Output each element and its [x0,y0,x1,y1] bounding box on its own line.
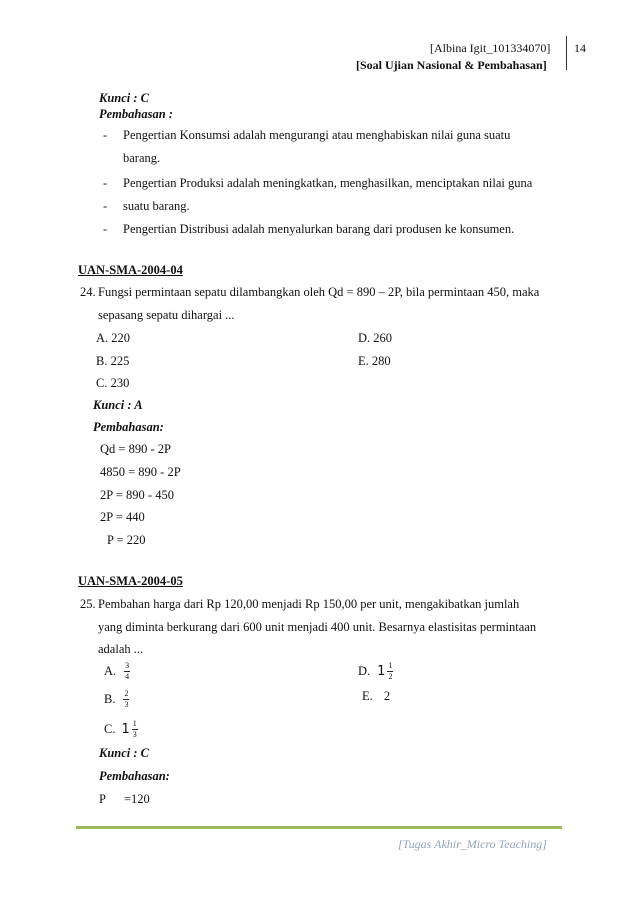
q25-step-p-value: =120 [124,792,150,806]
bullet-suatu-barang: suatu barang. [123,199,190,213]
fraction-denominator: 4 [125,672,130,681]
bullet-konsumsi-text: Pengertian Konsumsi adalah mengurangi atau menghabiskan nilai guna suatu [123,128,511,142]
q25-text-line3: adalah ... [98,642,144,656]
fraction [387,661,393,682]
q24-option-e: E. 280 [358,354,391,368]
header-divider [566,36,567,70]
q25-option-c [104,719,138,740]
bullet-konsumsi-cont: barang. [123,151,161,165]
q25-option-b [104,689,129,710]
bullet-konsumsi [123,128,561,143]
fraction [123,689,129,710]
mixed-whole: 1 [377,664,386,679]
footer-divider [76,826,562,829]
fraction-denominator: 3 [124,700,129,709]
q25-pembahasan-label: Pembahasan: [99,769,170,783]
q24-option-b: B. 225 [96,354,130,368]
header-author: [Albina Igit_101334070] [430,41,551,55]
fraction-denominator: 3 [132,730,137,739]
fraction [132,719,138,740]
page-number: 14 [574,41,586,55]
bullet-dash: - [103,199,108,213]
q24-text-line2: sepasang sepatu dihargai ... [98,308,235,322]
q25-step-p-label: P [99,792,106,806]
q24-text-line1: Fungsi permintaan sepatu dilambangkan oleh Qd = 890 – 2P, bila permintaan 450, maka [98,285,540,299]
q24-option-d: D. 260 [358,331,393,345]
q24-option-a: A. 220 [96,331,131,345]
bullet-dash: - [103,128,108,142]
option-label: A. [104,664,117,678]
header-title: [Soal Ujian Nasional & Pembahasan] [356,58,547,72]
section-title-2004-04: UAN-SMA-2004-04 [78,263,183,277]
fraction-numerator: 1 [132,719,137,728]
bullet-dash: - [103,222,108,236]
q24-pembahasan-label: Pembahasan: [93,420,164,434]
q25-option-e [362,689,390,704]
option-label: B. [104,692,116,706]
fraction-denominator: 2 [388,672,393,681]
q25-text-line2: yang diminta berkurang dari 600 unit menjadi 400 unit. Besarnya elastisitas permintaan [98,620,537,634]
bullet-produksi: Pengertian Produksi adalah meningkatkan, menghasilkan, menciptakan nilai guna [123,176,533,190]
fraction-numerator: 1 [388,661,393,670]
q24-step: Qd = 890 - 2P [100,442,171,456]
option-label: D. [358,664,371,678]
fraction-numerator: 3 [125,661,130,670]
option-label: E. [362,689,373,703]
q25-option-a [104,661,130,682]
mixed-whole: 1 [121,722,130,737]
fraction [124,661,130,682]
footer-text: [Tugas Akhir_Micro Teaching] [398,837,547,851]
option-value: 2 [383,689,391,703]
q24-step: 2P = 890 - 450 [100,488,174,502]
q24-step: P = 220 [107,533,146,547]
q24-number: 24. [80,285,96,299]
bullet-distribusi: Pengertian Distribusi adalah menyalurkan barang dari produsen ke konsumen. [123,222,515,236]
section-title-2004-05: UAN-SMA-2004-05 [78,574,183,588]
q24-kunci: Kunci : A [93,398,143,412]
q23-kunci: Kunci : C [99,91,150,105]
fraction-numerator: 2 [124,689,129,698]
bullet-dash: - [103,176,108,190]
option-label: C. [104,722,116,736]
q25-number: 25. [80,597,96,611]
q25-text-line1: Pembahan harga dari Rp 120,00 menjadi Rp 150,00 per unit, mengakibatkan jumlah [98,597,520,611]
q23-pembahasan-label: Pembahasan : [99,107,173,121]
q24-option-c: C. 230 [96,376,130,390]
q24-step: 2P = 440 [100,510,145,524]
q25-kunci: Kunci : C [99,746,150,760]
q24-step: 4850 = 890 - 2P [100,465,181,479]
q25-option-d [358,661,393,682]
